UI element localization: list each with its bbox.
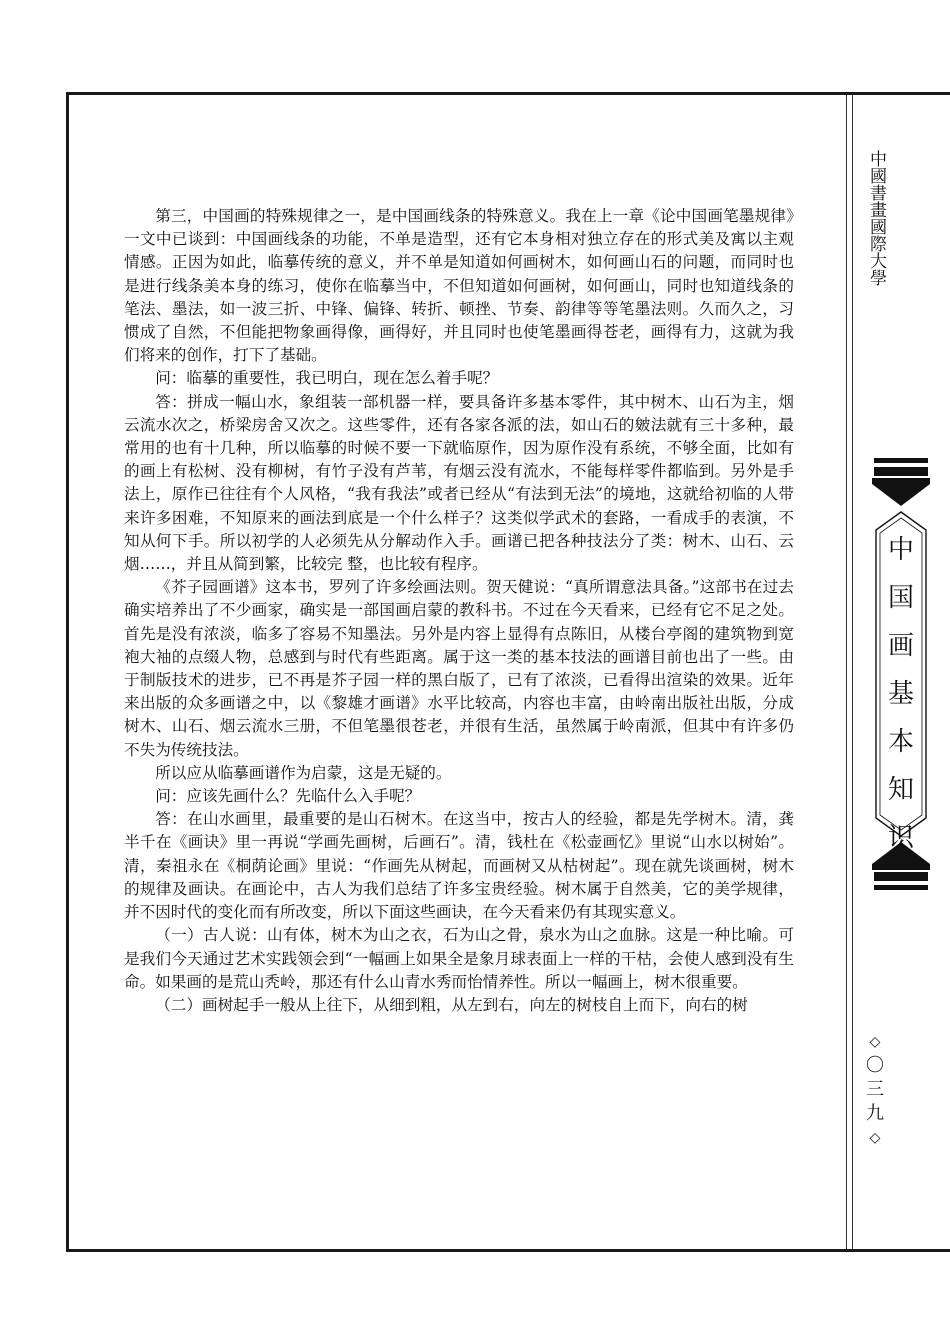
- paragraph: 答：拼成一幅山水，象组装一部机器一样，要具备许多基本零件，其中树木、山石为主，烟云流水次之，桥梁房舍又次之。这些零件，还有各家各派的法，如山石的皴法就有三十多种，最常用的也有十几种，所以临摹的时候不要一下就临原作，因为原作没有系统，不够全面，比如有的画上有松树、没有柳树，有竹子没有芦苇，有烟云没有流水，不能每样零件都临到。另外是手法上，原作已往往有个人风格，“我有我法”或者已经从“有法到无法”的境地，这就给初临的人带来许多困难，不知原来的画法到底是一个什么样子？这类似学武术的套路，一看成手的表演，不知从何下手。所以初学的人必须先从分解动作入手。画谱已把各种技法分了类：树木、山石、云烟……，并且从简到繁，比较完 整，也比较有程序。: [124, 392, 794, 574]
- book-title-char: 基: [887, 679, 914, 709]
- paragraph: （二）画树起手一般从上往下，从细到粗，从左到右，向左的树枝自上而下，向右的树: [155, 995, 748, 1014]
- book-title-char: 国: [887, 583, 914, 613]
- book-title: [881, 526, 921, 862]
- diamond-icon: ◇: [869, 1130, 881, 1146]
- book-title-char: 知: [887, 775, 914, 805]
- plaque-bar-top: [874, 467, 928, 476]
- page-number-digit: 九: [866, 1103, 884, 1124]
- sidebar-rule: [852, 95, 853, 1249]
- paragraph: 第三，中国画的特殊规律之一，是中国画线条的特殊意义。我在上一章《论中国画笔墨规律》一文中已谈到：中国画线条的功能，不单是造型，还有它本身相对独立存在的形式美及寓以主观情感。正因为如此，临摹传统的意义，并不单是知道如何画树木，如何画山石的问题，而同时也是进行线条美本身的练习，使你在临摹当中，不但知道如何画树，如何画山，同时也知道线条的笔法、墨法，如一波三折、中锋、偏锋、转折、顿挫、节奏、韵律等等笔墨法则。久而久之，习惯成了自然，不但能把物象画得像，画得好，并且同时也使笔墨画得苍老，画得有力，这就为我们将来的创作，打下了基础。: [124, 207, 794, 365]
- plaque-bar-bottom: [874, 872, 928, 881]
- paragraph: 所以应从临摹画谱作为启蒙，这是无疑的。: [155, 763, 452, 782]
- book-title-char: 画: [887, 631, 914, 661]
- paragraph: 问：临摹的重要性，我已明白，现在怎么着手呢？: [155, 369, 499, 388]
- book-title-char: 识: [887, 823, 914, 853]
- plaque-bar-bottom: [874, 885, 928, 890]
- page-number-digit: 〇: [866, 1055, 884, 1076]
- sidebar-rule: [846, 95, 847, 1249]
- plaque-bar-top: [874, 458, 928, 463]
- book-title-char: 本: [887, 727, 914, 757]
- diamond-icon: ◇: [869, 1034, 881, 1050]
- body-text: [124, 205, 794, 1017]
- book-title-char: 中: [887, 535, 914, 565]
- page-number-digit: 三: [866, 1079, 884, 1100]
- paragraph: 问：应该先画什么？先临什么入手呢？: [155, 787, 421, 806]
- paragraph: 《芥子园画谱》这本书，罗列了许多绘画法则。贺天健说：“真所谓意法具备。”这部书在过去确实培养出了不少画家，确实是一部国画启蒙的教科书。不过在今天看来，已经有它不足之处。首先是没有浓淡，临多了容易不知墨法。另外是内容上显得有点陈旧，从楼台亭阁的建筑物到宽袍大袖的点缀人物，总感到与时代有些距离。属于这一类的基本技法的画谱目前也出了一些。由于制版技术的进步，已不再是芥子园一样的黑白版了，已有了浓淡，已看得出渲染的效果。近年来出版的众多画谱之中，以《黎雄才画谱》水平比较高，内容也丰富，由岭南出版社出版，分成树木、山石、烟云流水三册，不但笔墨很苍老，并很有生活，虽然属于岭南派，但其中有许多仍不失为传统技法。: [124, 578, 794, 759]
- page-number: [860, 1030, 890, 1150]
- school-name: 中國書畫國際大學: [866, 150, 886, 286]
- paragraph: 答：在山水画里，最重要的是山石树木。在这当中，按古人的经验，都是先学树木。清，龚半千在《画诀》里一再说“学画先画树，后画石”。清，钱杜在《松壶画忆》里说“山水以树始”。清，秦祖永在《桐荫论画》里说：“作画先从树起，而画树又从枯树起”。现在就先谈画树，树木的规律及画诀。在画论中，古人为我们总结了许多宝贵经验。树木属于自然美，它的美学规律，并不因时代的变化而有所改变，所以下面这些画诀，在今天看来仍有其现实意义。: [124, 810, 794, 922]
- paragraph: （一）古人说：山有体，树木为山之衣，石为山之骨，泉水为山之血脉。这是一种比喻。可是我们今天通过艺术实践领会到“一幅画上如果全是象月球表面上一样的干枯，会使人感到没有生命。如果画的是荒山秃岭，那还有什么山青水秀而怡情养性。所以一幅画上，树木很重要。: [124, 926, 794, 991]
- book-title-plaque: [866, 478, 936, 870]
